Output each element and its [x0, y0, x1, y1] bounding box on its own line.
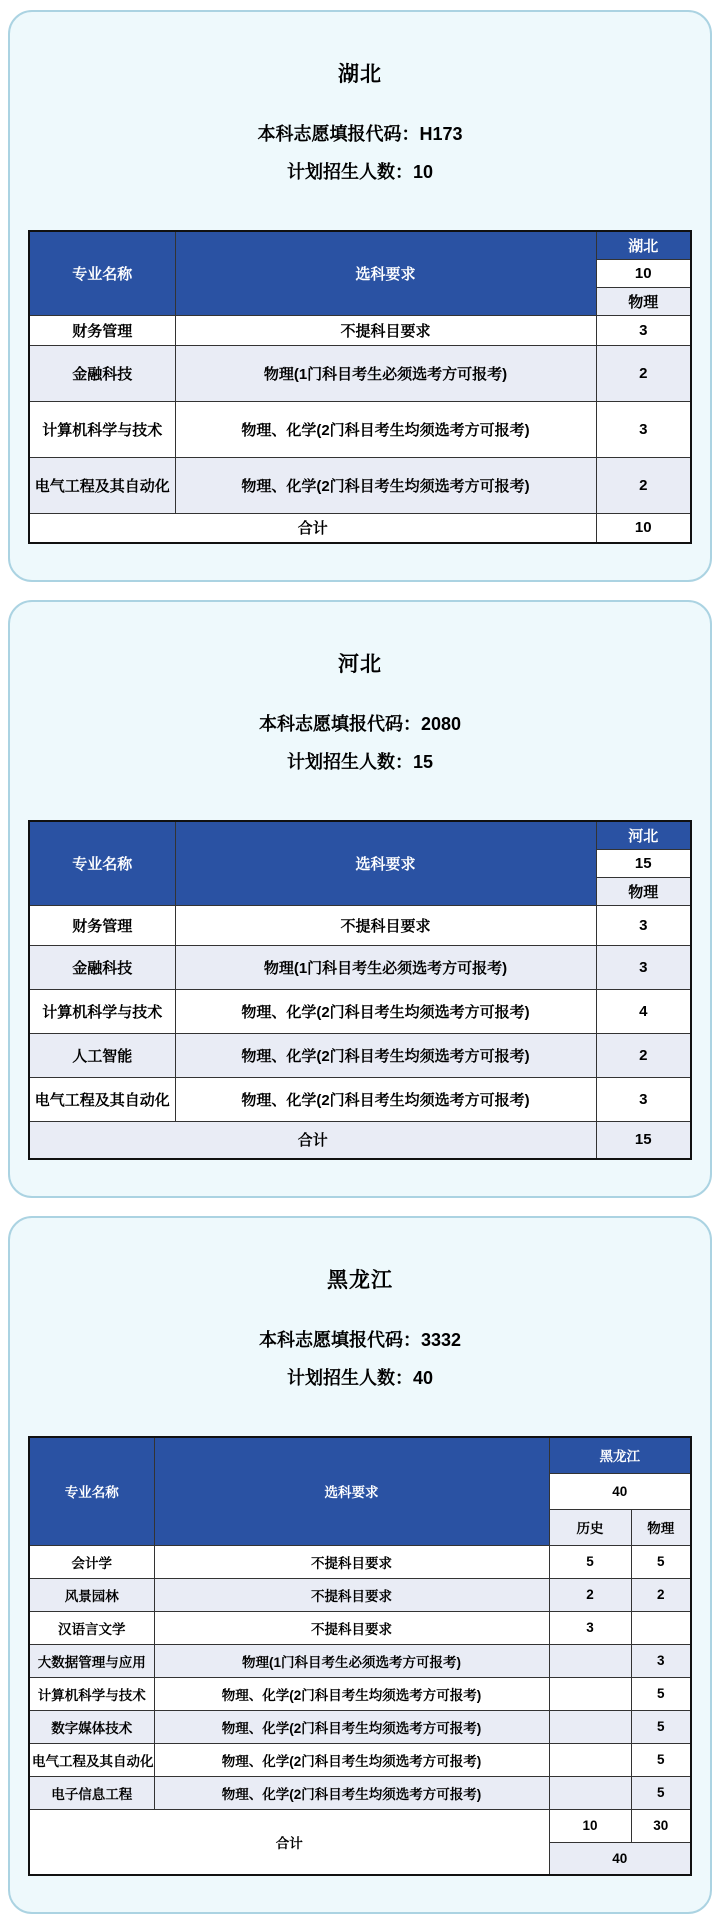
enrollment-count-cell: 5 [631, 1743, 691, 1776]
application-code-line: 本科志愿填报代码：2080 [258, 714, 462, 734]
enrollment-count-cell: 2 [596, 457, 691, 513]
total-row [29, 1121, 691, 1159]
major-name-cell: 财务管理 [29, 905, 175, 945]
enrollment-count-cell: 3 [596, 1077, 691, 1121]
major-name-cell: 金融科技 [29, 345, 175, 401]
enrollment-count-cell: 5 [631, 1677, 691, 1710]
requirement-cell: 不提科目要求 [154, 1578, 549, 1611]
major-row [29, 315, 691, 345]
major-name-cell: 电子信息工程 [29, 1776, 154, 1809]
enrollment-count-cell: 3 [549, 1611, 631, 1644]
subject-track-cell: 物理 [631, 1509, 691, 1545]
major-name-cell: 计算机科学与技术 [29, 401, 175, 457]
requirement-cell: 不提科目要求 [175, 315, 596, 345]
requirement-cell: 物理(1门科目考生必须选考方可报考) [175, 345, 596, 401]
planned-enrollment-line: 计划招生人数：40 [286, 1368, 434, 1388]
enrollment-count-cell: 3 [631, 1644, 691, 1677]
major-name-header: 专业名称 [29, 1437, 154, 1545]
header-row [29, 1437, 691, 1473]
major-row [29, 401, 691, 457]
total-label-cell: 合计 [29, 1121, 596, 1159]
enrollment-count-cell [549, 1710, 631, 1743]
major-name-cell: 电气工程及其自动化 [29, 457, 175, 513]
requirement-cell: 物理、化学(2门科目考生均须选考方可报考) [175, 1077, 596, 1121]
subject-requirement-header: 选科要求 [175, 821, 596, 905]
enrollment-count-cell: 2 [549, 1578, 631, 1611]
province-card [8, 10, 712, 582]
total-label-cell: 合计 [29, 1809, 549, 1875]
enrollment-count-cell: 3 [596, 315, 691, 345]
province-card [8, 600, 712, 1198]
requirement-cell: 物理、化学(2门科目考生均须选考方可报考) [175, 401, 596, 457]
requirement-cell: 物理、化学(2门科目考生均须选考方可报考) [154, 1776, 549, 1809]
province-header: 河北 [596, 821, 691, 849]
major-name-cell: 计算机科学与技术 [29, 989, 175, 1033]
requirement-cell: 物理、化学(2门科目考生均须选考方可报考) [175, 1033, 596, 1077]
major-name-cell: 金融科技 [29, 945, 175, 989]
header-row [29, 231, 691, 259]
table-head [29, 821, 691, 905]
enrollment-count-cell: 3 [596, 945, 691, 989]
enrollment-count-cell: 2 [596, 345, 691, 401]
major-name-cell: 风景园林 [29, 1578, 154, 1611]
application-code-line: 本科志愿填报代码：3332 [258, 1330, 462, 1350]
enrollment-count-cell: 5 [549, 1545, 631, 1578]
major-name-cell: 人工智能 [29, 1033, 175, 1077]
grand-total-cell: 40 [549, 1842, 691, 1875]
province-title: 黑龙江 [327, 1269, 393, 1292]
total-count-cell: 10 [596, 513, 691, 543]
admission-plan-table [28, 230, 692, 544]
major-row [29, 1710, 691, 1743]
major-row [29, 457, 691, 513]
major-row [29, 1677, 691, 1710]
requirement-cell: 物理、化学(2门科目考生均须选考方可报考) [154, 1677, 549, 1710]
application-code-line: 本科志愿填报代码：H173 [257, 124, 463, 144]
major-name-cell: 电气工程及其自动化 [29, 1743, 154, 1776]
table-body [29, 1545, 691, 1875]
province-header: 湖北 [596, 231, 691, 259]
province-card [8, 1216, 712, 1914]
major-row [29, 1033, 691, 1077]
table-body [29, 905, 691, 1159]
total-count-cell: 15 [596, 1121, 691, 1159]
requirement-cell: 物理(1门科目考生必须选考方可报考) [154, 1644, 549, 1677]
subject-track-cell: 物理 [596, 287, 691, 315]
province-title: 湖北 [338, 63, 382, 86]
plan-total-cell: 40 [549, 1473, 691, 1509]
enrollment-count-cell [631, 1611, 691, 1644]
major-name-header: 专业名称 [29, 231, 175, 315]
total-count-cell: 10 [549, 1809, 631, 1842]
major-row [29, 1077, 691, 1121]
enrollment-count-cell: 3 [596, 905, 691, 945]
requirement-cell: 物理、化学(2门科目考生均须选考方可报考) [175, 457, 596, 513]
enrollment-count-cell: 4 [596, 989, 691, 1033]
total-row [29, 513, 691, 543]
major-row [29, 1611, 691, 1644]
major-row [29, 1578, 691, 1611]
enrollment-count-cell: 5 [631, 1776, 691, 1809]
table-head [29, 1437, 691, 1545]
enrollment-count-cell [549, 1776, 631, 1809]
major-row [29, 945, 691, 989]
admission-plan-table [28, 1436, 692, 1876]
major-row [29, 345, 691, 401]
major-name-header: 专业名称 [29, 821, 175, 905]
major-name-cell: 会计学 [29, 1545, 154, 1578]
enrollment-count-cell: 2 [631, 1578, 691, 1611]
planned-enrollment-line: 计划招生人数：10 [286, 162, 434, 182]
subject-requirement-header: 选科要求 [175, 231, 596, 315]
major-row [29, 989, 691, 1033]
planned-enrollment-line: 计划招生人数：15 [286, 752, 434, 772]
header-row [29, 821, 691, 849]
major-name-cell: 汉语言文学 [29, 1611, 154, 1644]
requirement-cell: 物理、化学(2门科目考生均须选考方可报考) [175, 989, 596, 1033]
major-row [29, 1644, 691, 1677]
table-head [29, 231, 691, 315]
requirement-cell: 不提科目要求 [154, 1545, 549, 1578]
plan-total-cell: 15 [596, 849, 691, 877]
major-row [29, 1743, 691, 1776]
major-name-cell: 财务管理 [29, 315, 175, 345]
enrollment-count-cell [549, 1677, 631, 1710]
major-name-cell: 计算机科学与技术 [29, 1677, 154, 1710]
subject-track-cell: 物理 [596, 877, 691, 905]
major-row [29, 1545, 691, 1578]
major-name-cell: 电气工程及其自动化 [29, 1077, 175, 1121]
enrollment-count-cell: 5 [631, 1545, 691, 1578]
requirement-cell: 物理、化学(2门科目考生均须选考方可报考) [154, 1710, 549, 1743]
enrollment-count-cell: 2 [596, 1033, 691, 1077]
major-row [29, 1776, 691, 1809]
admission-plan-table [28, 820, 692, 1160]
subject-requirement-header: 选科要求 [154, 1437, 549, 1545]
total-count-cell: 30 [631, 1809, 691, 1842]
province-header: 黑龙江 [549, 1437, 691, 1473]
major-name-cell: 大数据管理与应用 [29, 1644, 154, 1677]
province-title: 河北 [338, 653, 382, 676]
requirement-cell: 不提科目要求 [175, 905, 596, 945]
major-name-cell: 数字媒体技术 [29, 1710, 154, 1743]
enrollment-count-cell: 5 [631, 1710, 691, 1743]
requirement-cell: 不提科目要求 [154, 1611, 549, 1644]
subject-track-cell: 历史 [549, 1509, 631, 1545]
total-row [29, 1809, 691, 1842]
total-label-cell: 合计 [29, 513, 596, 543]
table-body [29, 315, 691, 543]
enrollment-count-cell [549, 1644, 631, 1677]
enrollment-count-cell: 3 [596, 401, 691, 457]
requirement-cell: 物理(1门科目考生必须选考方可报考) [175, 945, 596, 989]
plan-total-cell: 10 [596, 259, 691, 287]
enrollment-count-cell [549, 1743, 631, 1776]
requirement-cell: 物理、化学(2门科目考生均须选考方可报考) [154, 1743, 549, 1776]
major-row [29, 905, 691, 945]
